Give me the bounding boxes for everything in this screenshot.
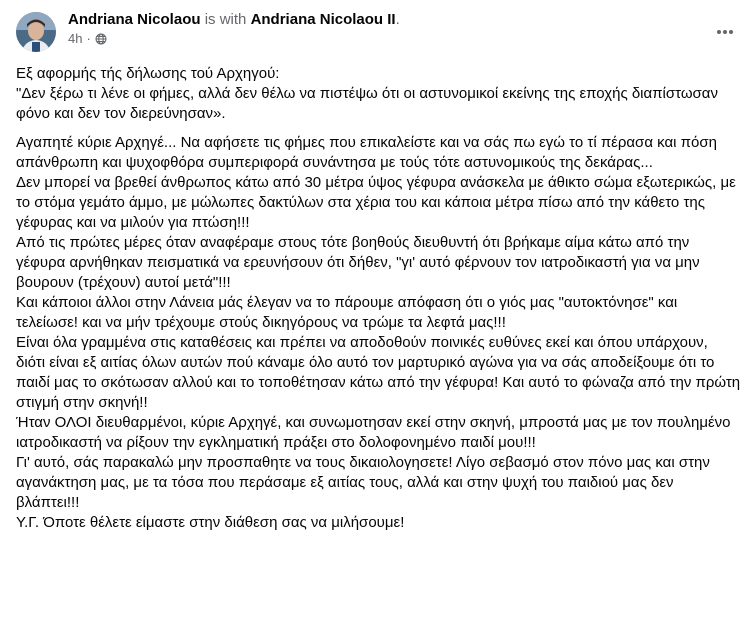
more-options-button[interactable]: [707, 14, 743, 50]
tagged-name-link[interactable]: Andriana Nicolaou II: [250, 11, 396, 28]
more-options-icon: [715, 22, 735, 42]
avatar-image: [16, 12, 56, 52]
author-name-link[interactable]: Andriana Nicolaou: [68, 11, 201, 28]
post-header: [68, 10, 400, 30]
post-paragraph-main: Αγαπητέ κύριε Αρχηγέ... Να αφήσετε τις φήμες που επικαλείστε και να σάς πω εγώ το τί πέρασα και πόση απάνθρωπη και ψυχοφθόρα συμπεριφορά συνάντησα με τούς τότε αστυνομικούς της δεκάρας... Δεν μπορεί να βρεθεί άνθρωπος κάτω από 30 μέτρα ύψος γέφυρα ανάσκελα με άθικτο σώμα εξωτερικώς, με το στόμα γεμάτο άμμο, με μώλωπες δακτύλων στα χέρια του και κάποια μέτρα πίσω από την κάθετο της γέφυρας και να μιλούν για πτώση!!! Από τις πρώτες μέρες όταν αναφέραμε στους τότε βοηθούς διευθυντή ότι βρήκαμε αίμα κάτω από την γέφυρα αρνήθηκαν πεισματικά να ερευνήσουν ότι δήθεν, "γι' αυτό φέρνουν τον ιατροδικαστή για να μην βουρουν (τρέχουν) αυτοί μετά"!!! Και κάποιοι άλλοι στην Λάνεια μάς έλεγαν να το πάρουμε απόφαση ότι ο γιός μας "αυτοκτόνησε" και τελείωσε! και να μήν τρέχουμε στούς δικηγόρους να τρώμε τα λεφτά μας!!! Είναι όλα γραμμένα στις καταθέσεις και πρέπει να αποδοθούν ποινικές ευθύνες εκεί και όπου υπάρχουν, διότι είναι εξ αιτίας όλων αυτών πού κάναμε όλο αυτό τον μαρτυρικό αγώνα για να σάς αποδείξουμε ότι το παιδί μας το σκότωσαν αλλού και το τοποθέτησαν κάτω από την γέφυρα! Και αυτό το φώναζα από την πρώτη στιγμή στην σκηνή!! Ήταν ΟΛΟΙ διευθαρμένοι, κύριε Αρχηγέ, και συνωμοτησαν εκεί στην σκηνή, μπροστά μας με τον πουλημένο ιατροδικαστή να ρίξουν την εγκληματική πράξει στο δολοφονημένο παιδί μου!!! Γι' αυτό, σάς παρακαλώ μην προσπαθητε να τους δικαιολογησετε! Λίγο σεβασμό στον πόνο μας και στην αγανάκτηση μας, με τα τόσα που περάσαμε εξ αιτίας τους, αλλά και στην ψυχή του παιδιού μας δεν βλάπτει!!! Υ.Γ. Όποτε θέλετε είμαστε στην διάθεση σας να μιλήσουμε!: [16, 134, 741, 531]
avatar[interactable]: [16, 12, 56, 52]
globe-icon[interactable]: [95, 33, 107, 45]
timestamp-link[interactable]: 4h: [68, 31, 83, 46]
post-body: [16, 64, 741, 533]
meta-separator: ·: [86, 31, 91, 46]
post-paragraph-quote: Εξ αφορμής τής δήλωσης τού Αρχηγού: "Δεν ξέρω τι λένε οι φήμες, αλλά δεν θέλω να πιστέψω ότι οι αστυνομικοί εκείνης της εποχής διαπίστωσαν φόνο και δεν τον διερεύνησαν».: [16, 65, 718, 122]
post-meta: [68, 31, 107, 47]
header-period: .: [395, 11, 400, 28]
with-text: is with: [204, 11, 247, 28]
